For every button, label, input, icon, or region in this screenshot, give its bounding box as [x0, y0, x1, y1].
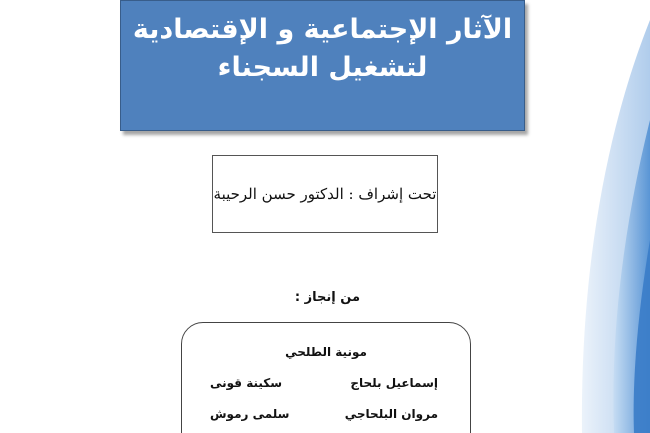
title-line-1: الآثار الإجتماعية و الإقتصادية: [132, 13, 513, 45]
decorative-side-band: [570, 0, 650, 433]
author-name: إسماعيل بلحاج: [350, 376, 438, 390]
authors-box: [181, 322, 471, 433]
author-name: مونية الطلحي: [285, 345, 367, 359]
supervisor-text: تحت إشراف : الدكتور حسن الرحيبة: [213, 185, 437, 203]
title-banner: [120, 0, 525, 131]
author-name: مروان البلحاجي: [344, 407, 438, 421]
author-name: سلمى رموش: [210, 407, 290, 421]
supervisor-box: [212, 155, 438, 233]
title-line-2: لتشغيل السجناء: [217, 51, 428, 83]
author-name: سكينة قونى: [210, 376, 283, 390]
authors-heading: من إنجاز :: [294, 290, 360, 305]
